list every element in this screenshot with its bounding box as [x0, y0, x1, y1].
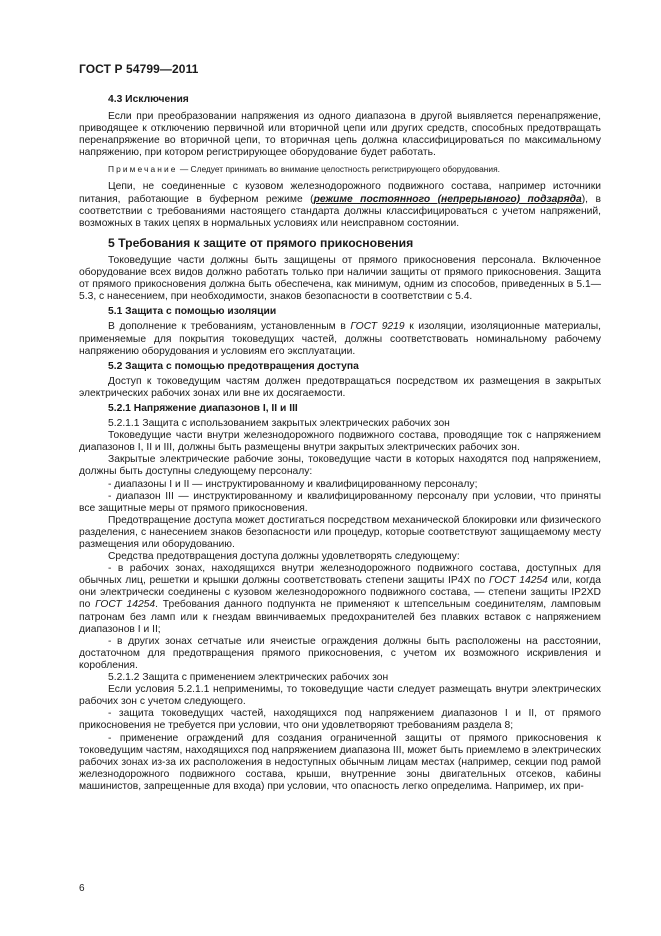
text-run: В дополнение к требованиям, установленным в [108, 321, 351, 333]
document-body [79, 94, 601, 793]
list-item: - защита токоведущих частей, находящихся под напряжением диапазонов I и II, от прямого прикосновения не требуется при условии, что они удовлетворяют требованиям раздела 8; [79, 708, 601, 732]
page-number: 6 [79, 883, 85, 894]
paragraph [79, 321, 601, 357]
section-heading-5-1: 5.1 Защита с помощью изоляции [108, 306, 277, 318]
paragraph: Если при преобразовании напряжения из одного диапазона в другой выявляется перенапряжение, приводящее к отключению первичной или вторичной цепи или других средств, способных предотвращать перенапряжение во вторичной цепи, то вторичная цепь должна классифицироваться по максимальному напряжению, при котором регистрирующее оборудование будет работать. [79, 111, 601, 159]
section-heading-5-2-1: 5.2.1 Напряжение диапазонов I, II и III [108, 402, 298, 414]
standard-reference: ГОСТ 14254 [95, 599, 156, 611]
list-item: - применение ограждений для создания ограниченной защиты от прямого прикосновения к токоведущим частям, находящихся под напряжением диапазона III, может быть приемлемо в электрических рабочих зонах из-за их расположения в недоступных обычным лицам местах (например, секции под рамой железнодорожного подвижного состава, крыши, внутренние зоны двигательных отсеков, кабины машинистов, запрещенные для входа) при условии, что опасность легко определима. Например, их при- [79, 732, 601, 792]
list-item: - в других зонах сетчатые или ячеистые ограждения должны быть расположены на расстоянии, достаточном для предотвращения прямого прикосновения, с учетом их возможного искривления и коробления. [79, 635, 601, 671]
section-heading-5-2: 5.2 Защита с помощью предотвращения доступа [108, 360, 359, 372]
section-heading-4-3: 4.3 Исключения [108, 94, 189, 105]
standard-reference: ГОСТ 9219 [350, 321, 405, 333]
standard-reference: ГОСТ 14254 [488, 575, 548, 587]
paragraph: Токоведущие части должны быть защищены от прямого прикосновения персонала. Включенное оборудование всех видов должно работать только при наличии защиты от прямого прикосновения. Защита от прямого прикосновения должна быть обеспечена, как минимум, одним из способов, приведенных в 5.1—5.3, с нанесением, при необходимости, знаков безопасности в соответствии с 5.4. [79, 254, 601, 303]
text-run: к изоляции, изоляционные материалы, применяемые для покрытия токоведущих частей, должны соответствовать номинальному рабочему напряжению оборудования и условиям его эксплуатации. [79, 321, 601, 357]
list-item: - диапазоны I и II — инструктированному и квалифицированному персоналу; [108, 478, 478, 490]
list-item [79, 563, 601, 636]
note-text: — Следует принимать во внимание целостность регистрирующего оборудования. [179, 164, 500, 175]
list-item: - диапазон III — инструктированному и квалифицированному персоналу при условии, что приняты все защитные меры от прямого прикосновения. [79, 490, 601, 514]
document-header: ГОСТ Р 54799—2011 [79, 62, 199, 76]
note [108, 164, 601, 175]
text-run: или, когда они электрически соединены с кузовом железнодорожного подвижного состава, — степени защиты IP2XD по [79, 575, 601, 611]
text-run: ), в соответствии с требованиями настоящего стандарта должны классифицироваться с учетом напряжений, возможных в таких цепях в нормальных условиях или неисправном состоянии. [79, 193, 601, 229]
subsection-heading-5-2-1-2: 5.2.1.2 Защита с применением электрических рабочих зон [108, 672, 389, 684]
paragraph: Если условия 5.2.1.1 неприменимы, то токоведущие части следует размещать внутри электрических рабочих зон с учетом следующего. [79, 684, 601, 708]
section-heading-5: 5 Требования к защите от прямого прикосновения [108, 235, 414, 250]
text-run: . Требования данного подпункта не применяют к штепсельным соединителям, ламповым патронам без ламп или к гнездам ввинчиваемых предохранителей без плавких вставок с напряжением диапазонов I и II; [79, 599, 601, 635]
note-label: Примечание [108, 164, 178, 175]
paragraph [79, 181, 601, 229]
subsection-heading-5-2-1-1: 5.2.1.1 Защита с использованием закрытых электрических рабочих зон [108, 418, 450, 430]
emphasis-text: режиме постоянного (непрерывного) подзаряда [313, 193, 582, 205]
paragraph: Предотвращение доступа может достигаться посредством механической блокировки или физического разделения, с нанесением знаков безопасности или процедур, которые соответствуют защищаемому месту размещения или оборудованию. [79, 514, 601, 550]
paragraph: Токоведущие части внутри железнодорожного подвижного состава, проводящие ток с напряжением диапазонов I, II и III, должны быть размещены внутри закрытых электрических рабочих зон. [79, 430, 601, 454]
text-run: - в рабочих зонах, находящихся внутри железнодорожного подвижного состава, доступных для обычных лиц, решетки и крышки должны соответствовать степени защиты IP4X по [79, 563, 601, 587]
text-run: Цепи, не соединенные с кузовом железнодорожного подвижного состава, например источники питания, работающие в буферном режиме ( [79, 181, 601, 205]
paragraph: Средства предотвращения доступа должны удовлетворять следующему: [108, 551, 460, 563]
paragraph: Закрытые электрические рабочие зоны, токоведущие части в которых находятся под напряжением, должны быть доступны следующему персоналу: [79, 454, 601, 478]
paragraph: Доступ к токоведущим частям должен предотвращаться посредством их размещения в закрытых электрических рабочих зонах или вне их досягаемости. [79, 375, 601, 399]
